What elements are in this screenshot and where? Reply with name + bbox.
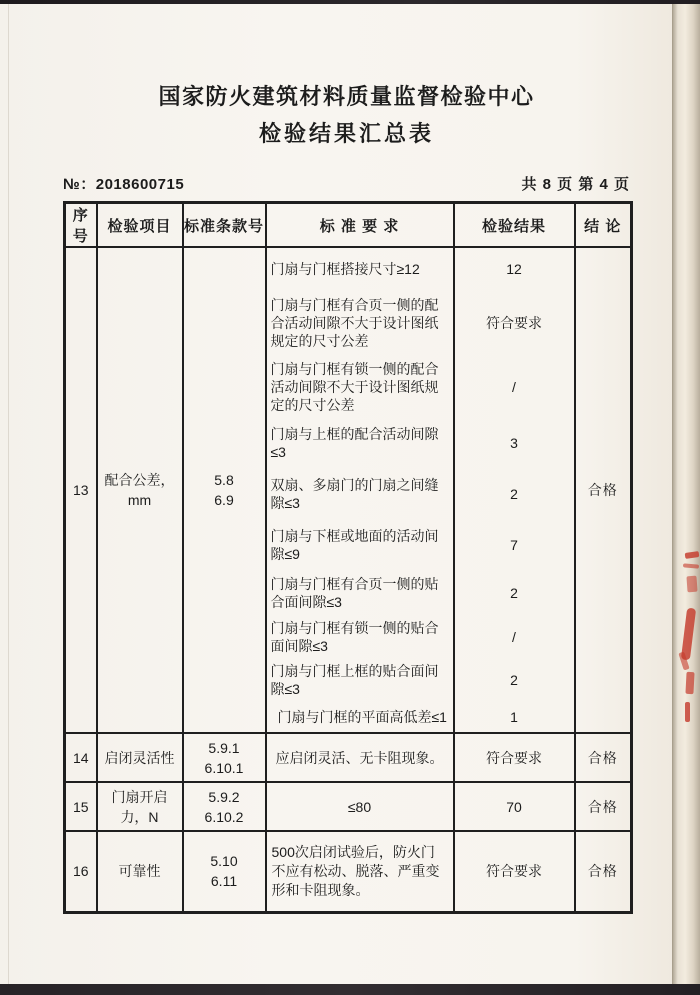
edge-seal-mark [685,672,694,694]
row15-item-line2: 力，N [120,808,159,825]
inspection-summary-table [63,201,633,914]
row15-clause [183,782,266,831]
row14-clause-line2: 6.10.1 [204,759,244,776]
report-content [63,4,630,914]
row13-seq: 13 [65,247,97,733]
row15-item-line1: 门扇开启 [111,788,168,805]
requirement-paragraph: 门扇与门框的平面高低差≤1 [277,708,447,725]
row16-result: 符合要求 [454,831,575,912]
result-value: / [512,379,516,395]
table-row-16 [65,831,632,912]
col-header-item: 检验项目 [97,203,183,248]
stacked-pages-edge [672,4,700,984]
edge-seal-mark [683,563,699,568]
row15-clause-line1: 5.9.2 [208,788,240,805]
row13-item [97,247,183,733]
row13-clause-line1: 5.8 [214,472,234,488]
row15-item [97,782,183,831]
requirement-paragraph: 门扇与门框有锁一侧的贴合面间隙≤3 [270,620,439,654]
row13-conclusion: 合格 [575,247,632,733]
requirement-paragraph: 门扇与下框或地面的活动间隙≤9 [270,528,439,562]
row13-item-line1: 配合公差， [104,472,175,488]
row15-result: 70 [454,782,575,831]
col-header-clause: 标准条款号 [183,203,266,248]
page-counter: 共 8 页 第 4 页 [521,176,630,193]
row15-clause-line2: 6.10.2 [204,808,244,825]
row14-item-line1: 启闭灵活性 [104,749,175,766]
requirement-paragraph: 门扇与上框的配合活动间隙≤3 [270,426,439,460]
edge-seal-mark [686,576,697,593]
scanner-bottom-strip [0,984,700,995]
row15-seq: 15 [65,782,97,831]
requirement-paragraph: 门扇与门框有合页一侧的配合活动间隙不大于设计图纸规定的尺寸公差 [270,297,439,349]
page-left-crease [8,4,9,984]
center-title: 国家防火建筑材料质量监督检验中心 [158,84,535,109]
table-row-13 [65,247,632,733]
result-value: 7 [510,537,518,553]
row14-result: 符合要求 [454,733,575,782]
result-value: 1 [510,708,518,725]
row16-clause-line2: 6.11 [210,873,238,890]
row13-requirements [266,247,454,733]
row13-clause [183,247,266,733]
row14-seq: 14 [65,733,97,782]
report-subtitle: 检验结果汇总表 [258,121,434,146]
result-value: 2 [510,584,518,601]
row15-conclusion: 合格 [575,782,632,831]
requirement-paragraph: 门扇与门框搭接尺寸≥12 [270,261,420,277]
row16-item-line1: 可靠性 [118,863,161,880]
table-row-15 [65,782,632,831]
row16-conclusion: 合格 [575,831,632,912]
col-header-seq: 序号 [65,203,97,248]
requirement-paragraph: 双扇、多扇门的门扇之间缝隙≤3 [270,477,439,511]
row14-clause [183,733,266,782]
col-header-requirement: 标 准 要 求 [266,203,454,248]
requirement-paragraph: 门扇与门框有合页一侧的贴合面间隙≤3 [270,575,439,610]
row16-clause [183,831,266,912]
row14-conclusion: 合格 [575,733,632,782]
row16-clause-line1: 5.10 [210,853,238,870]
table-header-row [65,203,632,248]
row14-clause-line1: 5.9.1 [208,739,240,756]
result-value: 3 [510,435,518,451]
requirement-paragraph: 门扇与门框上框的贴合面间隙≤3 [270,663,439,697]
result-value: 2 [510,672,518,688]
edge-seal-mark [685,702,690,722]
result-value: 符合要求 [486,315,542,331]
row14-requirement: 应启闭灵活、无卡阻现象。 [266,733,454,782]
row14-item [97,733,183,782]
report-number [63,173,184,194]
result-value: / [512,629,516,645]
row16-requirement: 500次启闭试验后，防火门不应有松动、脱落、严重变形和卡阻现象。 [266,831,454,912]
col-header-conclusion: 结 论 [575,203,632,248]
row13-clause-line2: 6.9 [214,492,234,508]
row16-item [97,831,183,912]
row13-item-line2: mm [127,492,152,508]
result-value: 2 [510,486,518,502]
report-number-label: №： [63,176,96,193]
row16-seq: 16 [65,831,97,912]
col-header-result: 检验结果 [454,203,575,248]
row13-results [454,247,575,733]
result-value: 12 [506,261,522,277]
meta-row [63,173,630,194]
row15-requirement: ≤80 [266,782,454,831]
requirement-paragraph: 门扇与门框有锁一侧的配合活动间隙不大于设计图纸规定的尺寸公差 [270,361,439,413]
report-number-value: 2018600715 [95,176,185,193]
table-row-14 [65,733,632,782]
edge-seal-mark [685,551,700,559]
